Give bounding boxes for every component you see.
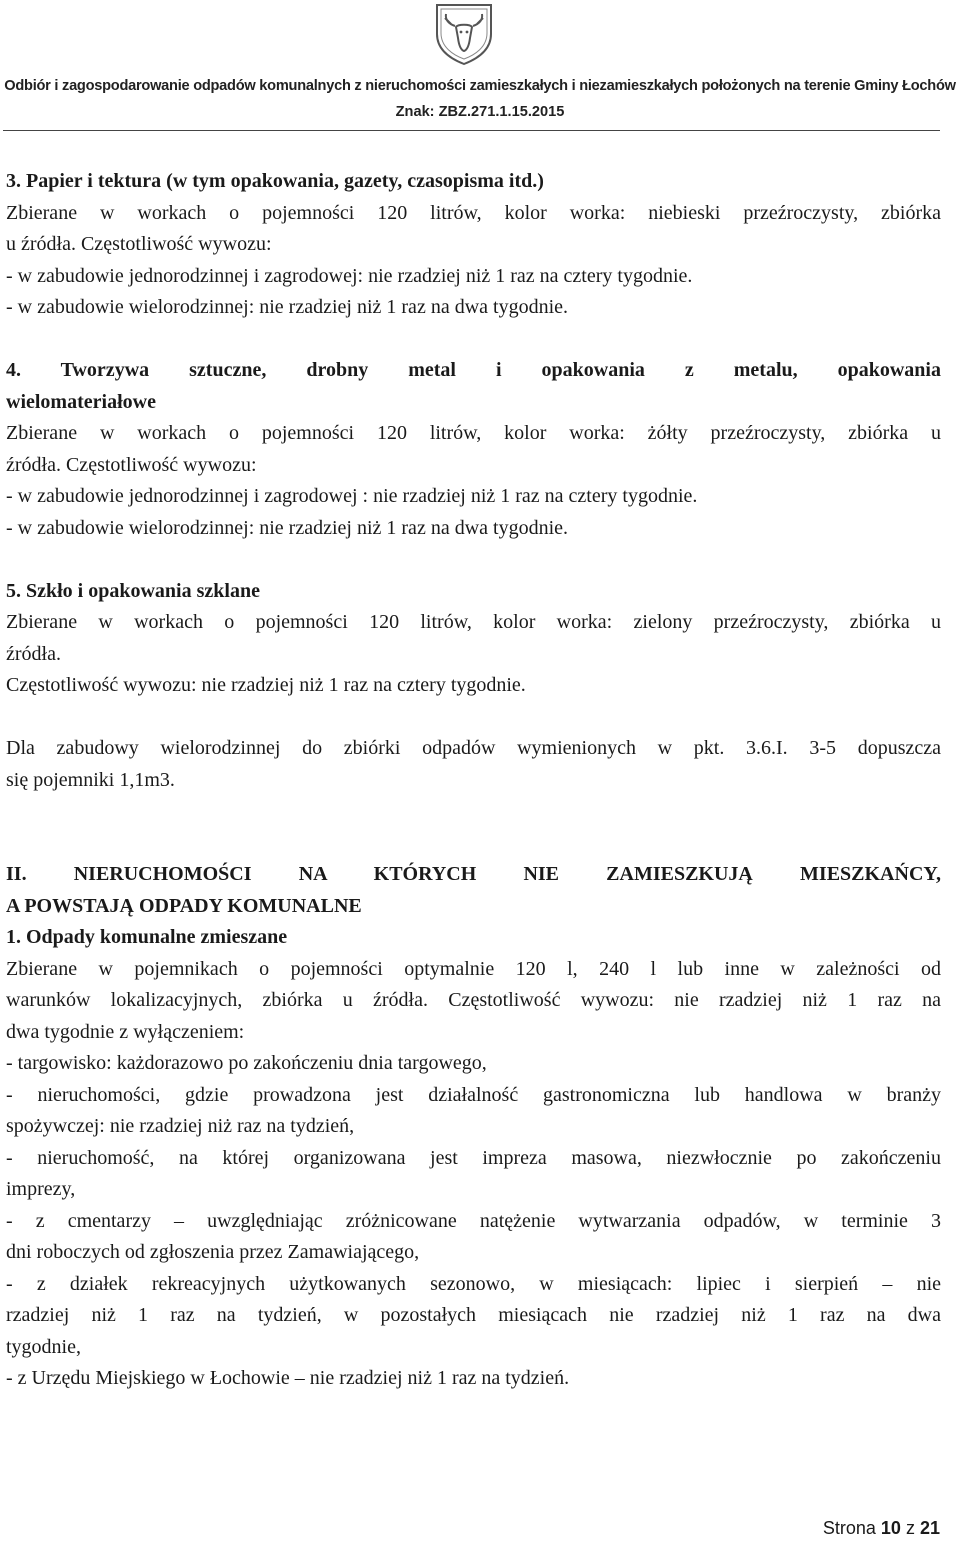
municipality-crest-icon (431, 2, 497, 66)
note-line-2: się pojemniki 1,1m3. (6, 768, 175, 791)
part-2-line: rzadziej niż 1 raz na tydzień, w pozostałych miesiącach nie rzadziej niż 1 raz na dwa (6, 1304, 941, 1326)
section-3-heading: 3. Papier i tektura (w tym opakowania, gazety, czasopisma itd.) (6, 170, 544, 192)
section-4-heading-line-1: 4. Tworzywa sztuczne, drobny metal i opakowania z metalu, opakowania (6, 359, 941, 381)
part-2-line: Zbierane w pojemnikach o pojemności optymalnie 120 l, 240 l lub inne w zależności od (6, 957, 941, 980)
section-4-line-2: źródła. Częstotliwość wywozu: (6, 453, 257, 476)
part-2-heading-line-1: II. NIERUCHOMOŚCI NA KTÓRYCH NIE ZAMIESZKUJĄ MIESZKAŃCY, (6, 863, 941, 885)
section-5-line-1: Zbierane w workach o pojemności 120 litrów, kolor worka: zielony przeźroczysty, zbiórka u (6, 611, 941, 633)
header-title: Odbiór i zagospodarowanie odpadów komunalnych z nieruchomości zamieszkałych i niezamieszkałych położonych na terenie Gminy Łochów (4, 78, 956, 94)
part-2-line: - z Urzędu Miejskiego w Łochowie – nie rzadziej niż 1 raz na tydzień. (6, 1367, 570, 1389)
note-line-1: Dla zabudowy wielorodzinnej do zbiórki odpadów wymienionych w pkt. 3.6.I. 3-5 dopuszcza (6, 737, 941, 759)
part-2-line: - nieruchomości, gdzie prowadzona jest działalność gastronomiczna lub handlowa w branży (6, 1083, 941, 1106)
part-2-subheading: 1. Odpady komunalne zmieszane (6, 926, 288, 948)
section-4-line-4: - w zabudowie wielorodzinnej: nie rzadziej niż 1 raz na dwa tygodnie. (6, 516, 569, 539)
section-5-heading: 5. Szkło i opakowania szklane (6, 579, 260, 602)
part-2-line: warunków lokalizacyjnych, zbiórka u źródła. Częstotliwość wywozu: nie rzadziej niż 1 raz na (6, 989, 941, 1011)
header-divider (3, 130, 940, 131)
part-2-line: spożywczej: nie rzadziej niż raz na tydzień, (6, 1115, 355, 1137)
section-4-line-3: - w zabudowie jednorodzinnej i zagrodowej : nie rzadziej niż 1 raz na cztery tygodnie. (6, 485, 698, 507)
page-number: 10 (880, 1518, 901, 1538)
part-2-line: tygodnie, (6, 1335, 81, 1358)
footer-separator: z (905, 1518, 915, 1538)
part-2-line: dni roboczych od zgłoszenia przez Zamawiającego, (6, 1241, 420, 1263)
section-5-line-3: Częstotliwość wywozu: nie rzadziej niż 1 raz na cztery tygodnie. (6, 674, 526, 696)
part-2-line: imprezy, (6, 1178, 76, 1200)
footer-prefix: Strona (822, 1518, 876, 1538)
section-4-heading-line-2: wielomateriałowe (6, 390, 156, 413)
section-3-line-4: - w zabudowie wielorodzinnej: nie rzadziej niż 1 raz na dwa tygodnie. (6, 296, 569, 318)
part-2-line: - z cmentarzy – uwzględniając zróżnicowane natężenie wytwarzania odpadów, w terminie 3 (6, 1209, 941, 1232)
part-2-heading-line-2: A POWSTAJĄ ODPADY KOMUNALNE (6, 894, 362, 917)
page-total: 21 (919, 1518, 940, 1538)
part-2-line: - targowisko: każdorazowo po zakończeniu dnia targowego, (6, 1052, 487, 1074)
document-body (6, 166, 941, 1395)
part-2-line: - z działek rekreacyjnych użytkowanych sezonowo, w miesiącach: lipiec i sierpień – nie (6, 1272, 941, 1295)
header-reference-number: Znak: ZBZ.271.1.15.2015 (395, 104, 565, 120)
section-3-line-2: u źródła. Częstotliwość wywozu: (6, 233, 272, 255)
page-footer (823, 1518, 940, 1539)
part-2-line: dwa tygodnie z wyłączeniem: (6, 1020, 245, 1043)
part-2-line: - nieruchomość, na której organizowana jest impreza masowa, niezwłocznie po zakończeniu (6, 1146, 941, 1169)
section-5-line-2: źródła. (6, 642, 61, 665)
section-3-line-3: - w zabudowie jednorodzinnej i zagrodowej: nie rzadziej niż 1 raz na cztery tygodnie. (6, 264, 693, 287)
section-4-line-1: Zbierane w workach o pojemności 120 litrów, kolor worka: żółty przeźroczysty, zbiórka u (6, 422, 941, 444)
section-3-line-1: Zbierane w workach o pojemności 120 litrów, kolor worka: niebieski przeźroczysty, zbiórka (6, 201, 941, 224)
